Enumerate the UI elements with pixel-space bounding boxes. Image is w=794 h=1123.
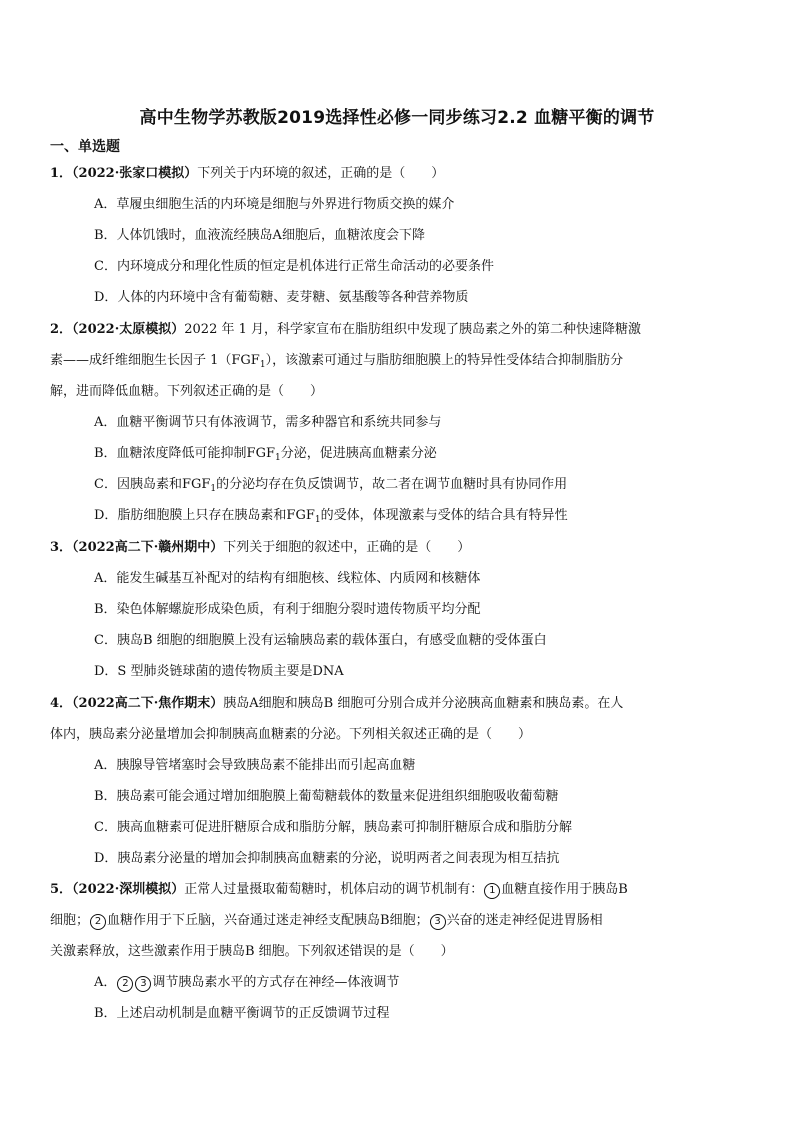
question-3-option-c: C．胰岛B 细胞的细胞膜上没有运输胰岛素的载体蛋白，有感受血糖的受体蛋白 xyxy=(94,633,547,648)
question-5-option-a xyxy=(94,972,754,994)
question-4-stem-line-1 xyxy=(50,693,750,715)
question-4-option-b: B．胰岛素可能会通过增加细胞膜上葡萄糖载体的数量来促进组织细胞吸收葡萄糖 xyxy=(94,789,559,804)
question-4-stem-line-2: 体内，胰岛素分泌量增加会抑制胰高血糖素的分泌。下列相关叙述正确的是（ ） xyxy=(50,727,532,742)
question-2-option-a: A．血糖平衡调节只有体液调节，需多种器官和系统共同参与 xyxy=(94,415,442,430)
option-text: D．脂肪细胞膜上只存在胰岛素和FGF xyxy=(94,508,315,523)
option-text: A． xyxy=(94,975,117,990)
question-text: 血糖作用于下丘脑，兴奋通过迷走神经支配胰岛B细胞； xyxy=(107,913,429,928)
circled-number-3: 3 xyxy=(135,976,151,992)
question-number: 2． xyxy=(50,322,73,337)
question-source: （2022·太原模拟） xyxy=(72,322,185,337)
question-2-stem-line-2 xyxy=(50,350,750,376)
question-text: 素——成纤维细胞生长因子 1（FGF xyxy=(50,353,260,368)
question-source: （2022·张家口模拟） xyxy=(72,166,198,181)
question-3-option-a: A．能发生碱基互补配对的结构有细胞核、线粒体、内质网和核糖体 xyxy=(94,571,481,586)
subscript: 1 xyxy=(259,360,266,370)
option-text: 分泌，促进胰高血糖素分泌 xyxy=(280,446,437,461)
question-5-option-b: B．上述启动机制是血糖平衡调节的正反馈调节过程 xyxy=(94,1006,390,1021)
question-5-stem-line-2 xyxy=(50,910,750,932)
question-3-option-d: D．S 型肺炎链球菌的遗传物质主要是DNA xyxy=(94,664,344,679)
question-source: （2022高二下·焦作期末） xyxy=(72,696,224,711)
question-source: （2022·深圳模拟） xyxy=(72,882,185,897)
question-2-stem-line-1 xyxy=(50,319,750,341)
question-3-option-b: B．染色体解螺旋形成染色质，有利于细胞分裂时遗传物质平均分配 xyxy=(94,602,481,617)
section-heading: 一、单选题 xyxy=(50,139,120,155)
document-title: 高中生物学苏教版2019选择性必修一同步练习2.2 血糖平衡的调节 xyxy=(139,108,655,128)
circled-number-3: 3 xyxy=(430,914,446,930)
question-2-option-b xyxy=(94,443,754,469)
question-number: 3． xyxy=(50,540,73,555)
question-text: 细胞； xyxy=(50,913,90,928)
question-4-option-d: D．胰岛素分泌量的增加会抑制胰高血糖素的分泌，说明两者之间表现为相互拮抗 xyxy=(94,851,560,866)
question-text: ），该激素可通过与脂肪细胞膜上的特异性受体结合抑制脂肪分 xyxy=(265,353,624,368)
circled-number-2: 2 xyxy=(117,976,133,992)
question-3-stem xyxy=(50,537,750,559)
question-text: 正常人过量摄取葡萄糖时，机体启动的调节机制有： xyxy=(184,882,484,897)
question-2-option-c xyxy=(94,474,754,500)
question-source: （2022高二下·赣州期中） xyxy=(72,540,224,555)
question-text: 血糖直接作用于胰岛B xyxy=(501,882,628,897)
option-text: 的分泌均存在负反馈调节，故二者在调节血糖时具有协同作用 xyxy=(216,477,568,492)
question-2-option-d xyxy=(94,505,754,531)
question-1-option-c: C．内环境成分和理化性质的恒定是机体进行正常生命活动的必要条件 xyxy=(94,259,494,274)
subscript: 1 xyxy=(274,453,281,463)
question-text: 胰岛A细胞和胰岛B 细胞可分别合成并分泌胰高血糖素和胰岛素。在人 xyxy=(223,696,624,711)
question-1-option-b: B．人体饥饿时，血液流经胰岛A细胞后，血糖浓度会下降 xyxy=(94,228,425,243)
question-1-stem xyxy=(50,163,750,185)
question-5-stem-line-1 xyxy=(50,879,750,901)
question-1-option-d: D．人体的内环境中含有葡萄糖、麦芽糖、氨基酸等各种营养物质 xyxy=(94,290,469,305)
question-1-option-a: A．草履虫细胞生活的内环境是细胞与外界进行物质交换的媒介 xyxy=(94,197,455,212)
question-text: 下列关于细胞的叙述中，正确的是（ ） xyxy=(223,540,471,555)
question-number: 4． xyxy=(50,696,73,711)
subscript: 1 xyxy=(210,484,217,494)
circled-number-2: 2 xyxy=(90,914,106,930)
question-text: 下列关于内环境的叙述，正确的是（ ） xyxy=(197,166,445,181)
circled-number-1: 1 xyxy=(484,883,500,899)
question-number: 1． xyxy=(50,166,73,181)
option-text: B．血糖浓度降低可能抑制FGF xyxy=(94,446,275,461)
option-text: C．因胰岛素和FGF xyxy=(94,477,211,492)
question-4-option-a: A．胰腺导管堵塞时会导致胰岛素不能排出而引起高血糖 xyxy=(94,758,416,773)
option-text: 调节胰岛素水平的方式存在神经—体液调节 xyxy=(152,975,400,990)
subscript: 1 xyxy=(314,515,321,525)
question-text: 2022 年 1 月，科学家宣布在脂肪组织中发现了胰岛素之外的第二种快速降糖激 xyxy=(184,322,642,337)
question-5-stem-line-3: 关激素释放，这些激素作用于胰岛B 细胞。下列叙述错误的是（ ） xyxy=(50,944,454,959)
question-2-stem-line-3: 解，进而降低血糖。下列叙述正确的是（ ） xyxy=(50,384,324,399)
question-4-option-c: C．胰高血糖素可促进肝糖原合成和脂肪分解，胰岛素可抑制肝糖原合成和脂肪分解 xyxy=(94,820,572,835)
question-number: 5． xyxy=(50,882,73,897)
option-text: 的受体，体现激素与受体的结合具有特异性 xyxy=(320,508,568,523)
question-text: 兴奋的迷走神经促进胃肠相 xyxy=(446,913,603,928)
